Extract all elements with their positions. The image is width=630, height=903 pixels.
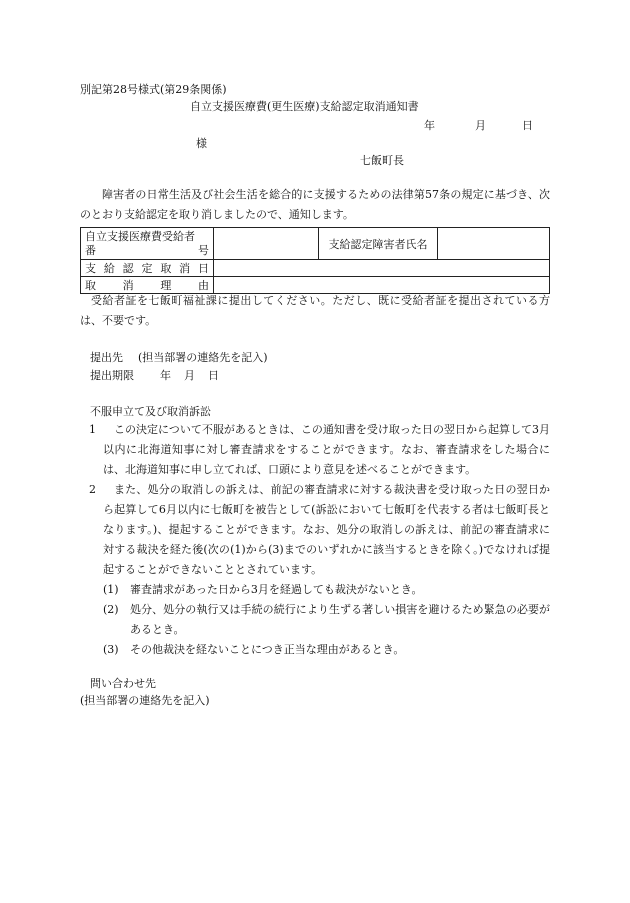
certificate-return-note: 受給者証を七飯町福祉課に提出してください。ただし、既に受給者証を提出されている方は、不要です。 <box>80 294 550 327</box>
disabled-person-name-value <box>438 228 550 260</box>
appeal-sub3-text: その他裁決を経ないことにつき正当な理由があるとき。 <box>130 643 405 656</box>
appeal-item1-text: この決定について不服があるときは、この通知書を受け取った日の翌日から起算して3月以内に北海道知事に対し審査請求をすることができます。なお、審査請求をした場合には、北海道知事に申し立てれば、口頭により意見を述べることができます。 <box>103 423 550 476</box>
appeal-sub1-number: (1) <box>103 583 119 596</box>
appeal-sub2-number: (2) <box>103 603 119 616</box>
appeal-sub2-text: 処分、処分の執行又は手続の続行により生ずる著しい損害を避けるため緊急の必要があるとき。 <box>130 603 550 636</box>
notice-body: 障害者の日常生活及び社会生活を総合的に支援するための法律第57条の規定に基づき、次のとおり支給認定を取り消しましたので、通知します。 <box>80 188 550 221</box>
appeal-heading: 不服申立て及び取消訴訟 <box>90 405 211 418</box>
date-year-label: 年 <box>424 119 435 132</box>
disabled-person-name-label: 支給認定障害者氏名 <box>319 228 438 260</box>
contact-heading: 問い合わせ先 <box>90 677 156 690</box>
appeal-sub3-number: (3) <box>103 643 119 656</box>
recipient-number-label-line1: 自立支援医療費受給者 <box>85 229 195 243</box>
form-number: 別記第28号様式(第29条関係) <box>80 83 227 96</box>
cancel-date-value <box>214 260 550 277</box>
recipient-number-value <box>214 228 319 260</box>
appeal-item1-number: 1 <box>89 423 96 436</box>
issuer-name: 七飯町長 <box>360 154 404 167</box>
appeal-item2-text: また、処分の取消しの訴えは、前記の審査請求に対する裁決書を受け取った日の翌日から起算して6月以内に七飯町を被告として(訴訟において七飯町を代表する者は七飯町長となります。)、提起することができます。なお、処分の取消しの訴えは、前記の審査請求に対する裁決を経た後(次の(1)から(3)までのいずれかに該当するときを除く。)でなければ提起することができないこととされています。 <box>103 483 550 576</box>
addressee-suffix: 様 <box>196 137 207 150</box>
cancel-reason-label: 取消理由 <box>81 277 214 294</box>
date-day-label: 日 <box>522 119 533 132</box>
submission-destination-value: (担当部署の連絡先を記入) <box>138 351 268 364</box>
recipient-number-label <box>81 228 214 260</box>
deadline-year-label: 年 <box>160 369 171 382</box>
submission-destination-label: 提出先 <box>90 351 123 364</box>
deadline-day-label: 日 <box>208 369 219 382</box>
cancel-date-label: 支給認定取消日 <box>81 260 214 277</box>
recipient-number-label-line2: 番 号 <box>85 243 209 257</box>
deadline-month-label: 月 <box>184 369 195 382</box>
contact-value: (担当部署の連絡先を記入) <box>80 694 210 707</box>
date-month-label: 月 <box>475 119 486 132</box>
appeal-sub1-text: 審査請求があった日から3月を経過しても裁決がないとき。 <box>130 583 423 596</box>
appeal-item2-number: 2 <box>89 483 96 496</box>
cancellation-table <box>80 227 550 294</box>
document-title: 自立支援医療費(更生医療)支給認定取消通知書 <box>190 100 419 113</box>
submission-deadline-label: 提出期限 <box>90 369 134 382</box>
